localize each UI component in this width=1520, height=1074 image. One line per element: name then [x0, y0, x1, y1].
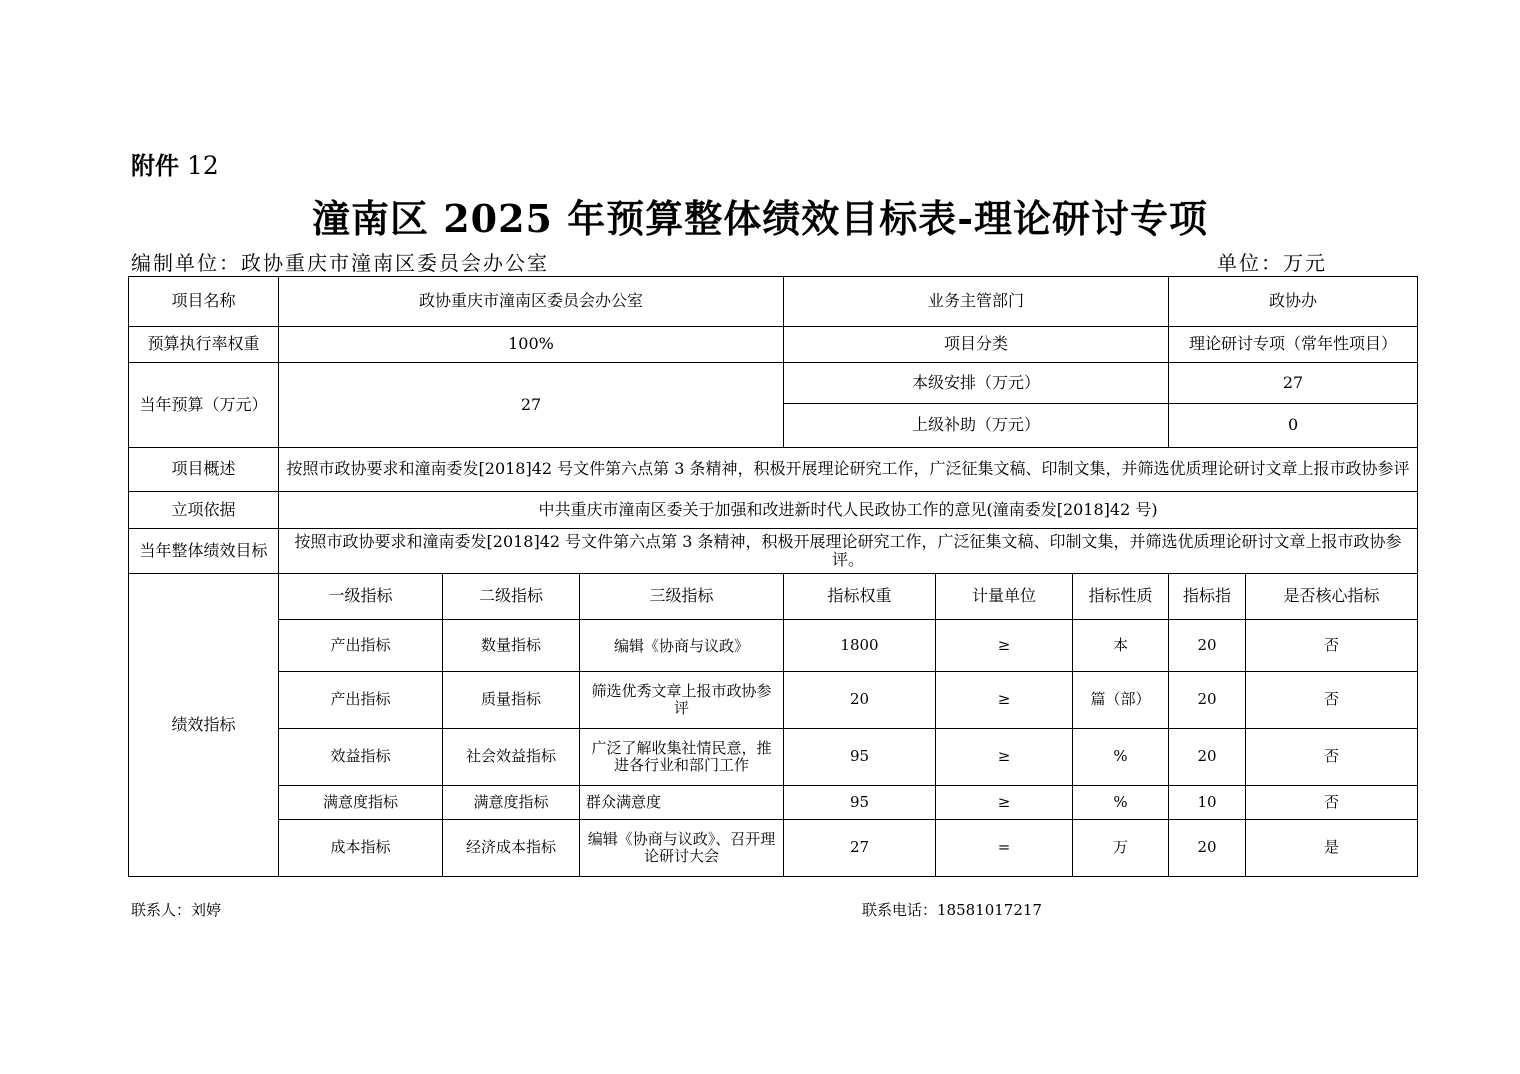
superior-value: 0 [1169, 404, 1418, 448]
row3-level3: 广泛了解收集社情民意，推进各行业和部门工作 [580, 729, 784, 786]
dept-value: 政协办 [1169, 277, 1418, 327]
budget-value: 27 [279, 363, 784, 448]
project-name-label: 项目名称 [129, 277, 279, 327]
exec-weight-value: 100% [279, 327, 784, 363]
basis-value: 中共重庆市潼南区委关于加强和改进新时代人民政协工作的意见(潼南委发[2018]42 号) [279, 492, 1418, 529]
header-index: 指标指 [1169, 574, 1246, 620]
header-nature: 指标性质 [1073, 574, 1169, 620]
indicators-section-label: 绩效指标 [129, 574, 279, 877]
row3-weight: 95 [784, 729, 936, 786]
row3-level2: 社会效益指标 [443, 729, 580, 786]
table-row [129, 729, 1418, 786]
row2-core: 否 [1246, 672, 1418, 729]
attachment-label [131, 146, 219, 181]
row4-nature: % [1073, 786, 1169, 820]
row3-core: 否 [1246, 729, 1418, 786]
header-core: 是否核心指标 [1246, 574, 1418, 620]
row4-unit: ≥ [936, 786, 1073, 820]
project-name-value: 政协重庆市潼南区委员会办公室 [279, 277, 784, 327]
budget-label: 当年预算（万元） [129, 363, 279, 448]
row1-unit: ≥ [936, 620, 1073, 672]
row2-weight: 20 [784, 672, 936, 729]
basis-label: 立项依据 [129, 492, 279, 529]
compiler-unit: 编制单位：政协重庆市潼南区委员会办公室 [131, 251, 549, 275]
row4-level1: 满意度指标 [279, 786, 443, 820]
row4-level2: 满意度指标 [443, 786, 580, 820]
row5-index: 20 [1169, 820, 1246, 877]
row4-level3: 群众满意度 [580, 786, 784, 820]
category-value: 理论研讨专项（常年性项目） [1169, 327, 1418, 363]
table-row [129, 786, 1418, 820]
header-unit: 计量单位 [936, 574, 1073, 620]
row5-level3: 编辑《协商与议政》、召开理论研讨大会 [580, 820, 784, 877]
exec-weight-label: 预算执行率权重 [129, 327, 279, 363]
category-label: 项目分类 [784, 327, 1169, 363]
row3-nature: % [1073, 729, 1169, 786]
row4-index: 10 [1169, 786, 1246, 820]
row5-weight: 27 [784, 820, 936, 877]
row1-nature: 本 [1073, 620, 1169, 672]
row2-index: 20 [1169, 672, 1246, 729]
row3-index: 20 [1169, 729, 1246, 786]
row5-core: 是 [1246, 820, 1418, 877]
header-level2: 二级指标 [443, 574, 580, 620]
row1-weight: 1800 [784, 620, 936, 672]
row5-level2: 经济成本指标 [443, 820, 580, 877]
attachment-number: 12 [186, 151, 219, 180]
row2-nature: 篇（部） [1073, 672, 1169, 729]
attachment-word: 附件 [131, 152, 179, 180]
row1-index: 20 [1169, 620, 1246, 672]
local-label: 本级安排（万元） [784, 363, 1169, 404]
row1-level3: 编辑《协商与议政》 [580, 620, 784, 672]
superior-label: 上级补助（万元） [784, 404, 1169, 448]
row4-core: 否 [1246, 786, 1418, 820]
dept-label: 业务主管部门 [784, 277, 1169, 327]
row2-unit: ≥ [936, 672, 1073, 729]
row2-level1: 产出指标 [279, 672, 443, 729]
local-value: 27 [1169, 363, 1418, 404]
header-level3: 三级指标 [580, 574, 784, 620]
overview-value: 按照市政协要求和潼南委发[2018]42 号文件第六点第 3 条精神，积极开展理论研究工作，广泛征集文稿、印制文集，并筛选优质理论研讨文章上报市政协参评 [279, 448, 1418, 492]
row2-level2: 质量指标 [443, 672, 580, 729]
header-level1: 一级指标 [279, 574, 443, 620]
row3-unit: ≥ [936, 729, 1073, 786]
row1-level2: 数量指标 [443, 620, 580, 672]
contact-phone: 联系电话：18581017217 [862, 901, 1042, 919]
table-row [129, 820, 1418, 877]
table-row [129, 672, 1418, 729]
row5-nature: 万 [1073, 820, 1169, 877]
goal-value: 按照市政协要求和潼南委发[2018]42 号文件第六点第 3 条精神，积极开展理论研究工作，广泛征集文稿、印制文集，并筛选优质理论研讨文章上报市政协参评。 [279, 529, 1418, 574]
goal-label: 当年整体绩效目标 [129, 529, 279, 574]
performance-table [128, 276, 1418, 877]
document-title: 潼南区 2025 年预算整体绩效目标表-理论研讨专项 [312, 196, 1208, 241]
row3-level1: 效益指标 [279, 729, 443, 786]
row2-level3: 筛选优秀文章上报市政协参评 [580, 672, 784, 729]
row1-level1: 产出指标 [279, 620, 443, 672]
currency-unit: 单位：万元 [1217, 251, 1327, 275]
overview-label: 项目概述 [129, 448, 279, 492]
header-weight: 指标权重 [784, 574, 936, 620]
contact-person: 联系人：刘婷 [131, 901, 222, 919]
row5-unit: = [936, 820, 1073, 877]
row1-core: 否 [1246, 620, 1418, 672]
table-row [129, 620, 1418, 672]
row5-level1: 成本指标 [279, 820, 443, 877]
row4-weight: 95 [784, 786, 936, 820]
